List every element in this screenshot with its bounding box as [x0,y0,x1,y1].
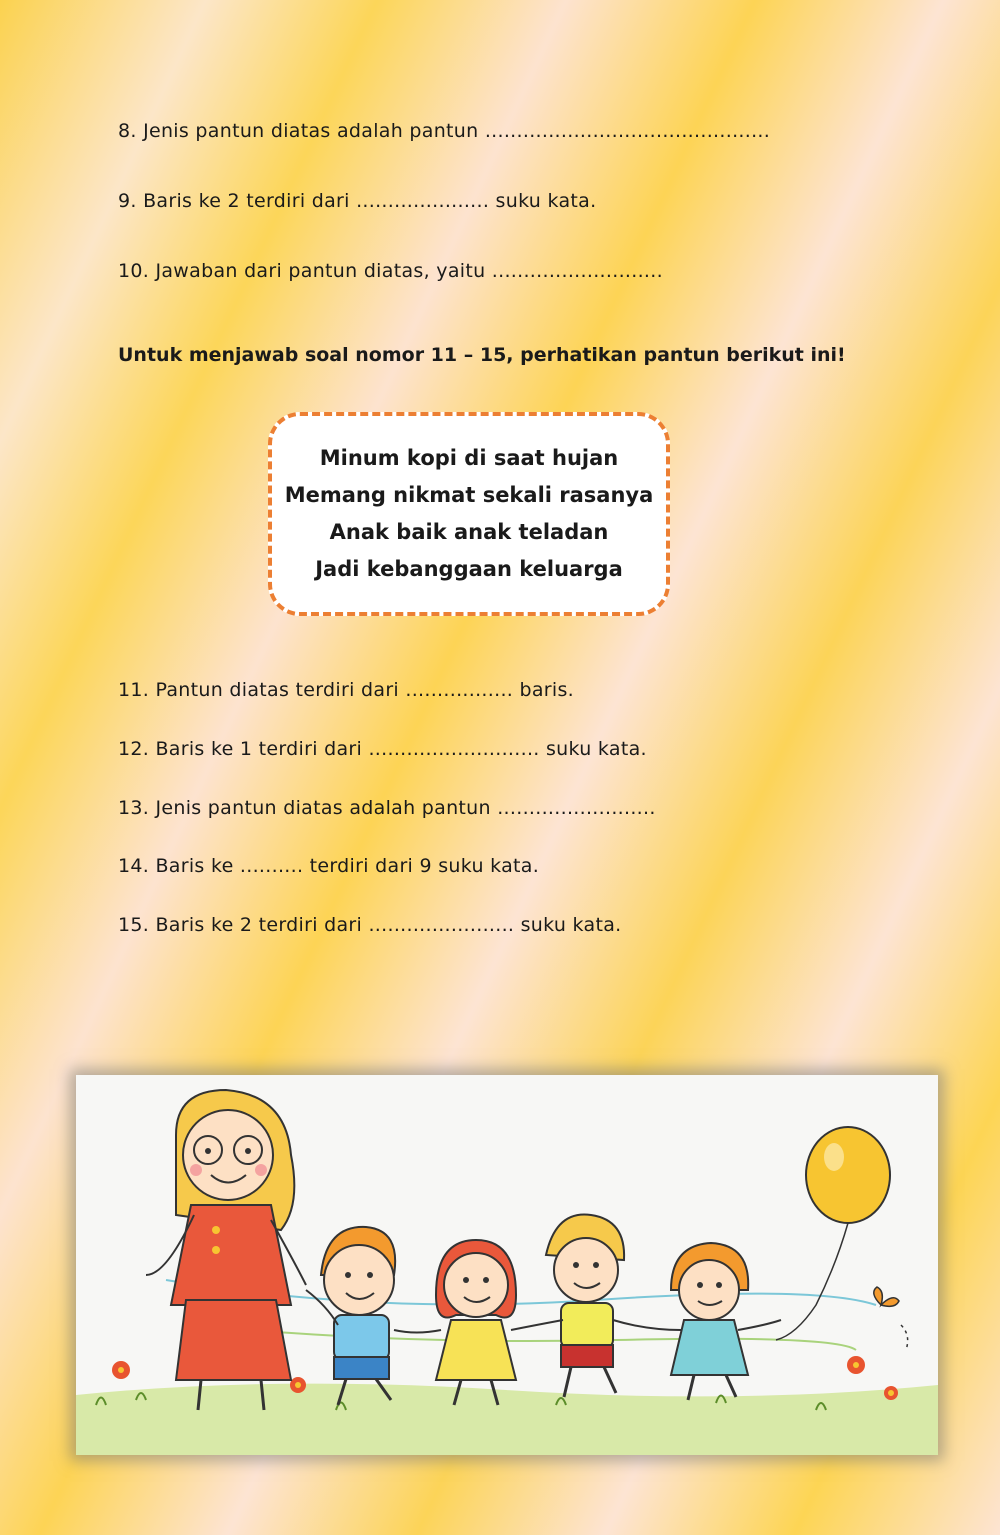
poem-line-3: Anak baik anak teladan [329,520,609,544]
poem-box [268,412,670,616]
question-10: 10. Jawaban dari pantun diatas, yaitu ........................... [118,260,663,282]
poem-line-4: Jadi kebanggaan keluarga [315,557,623,581]
breeze-line-2 [196,1325,856,1350]
question-14: 14. Baris ke .......... terdiri dari 9 suku kata. [118,855,540,877]
question-15: 15. Baris ke 2 terdiri dari ....................... suku kata. [118,914,622,936]
question-13: 13. Jenis pantun diatas adalah pantun ......................... [118,797,656,819]
ground [76,1384,938,1455]
question-9: 9. Baris ke 2 terdiri dari ..................... suku kata. [118,190,597,212]
question-11: 11. Pantun diatas terdiri dari ................. baris. [118,679,574,701]
question-8: 8. Jenis pantun diatas adalah pantun ............................................. [118,120,771,142]
girl-figure-2 [671,1243,748,1400]
instruction-heading: Untuk menjawab soal nomor 11 – 15, perhatikan pantun berikut ini! [118,344,846,366]
poem-line-1: Minum kopi di saat hujan [319,446,619,470]
teacher-children-illustration [76,1075,938,1455]
poem-line-2: Memang nikmat sekali rasanya [284,483,654,507]
girl-figure-1 [436,1240,516,1405]
teacher-figure [146,1090,306,1410]
question-12: 12. Baris ke 1 terdiri dari ........................... suku kata. [118,738,647,760]
boy-figure-2 [546,1215,624,1398]
balloon-icon [776,1127,890,1340]
butterfly-icon [874,1287,908,1350]
illustration-drawing [76,1075,938,1455]
